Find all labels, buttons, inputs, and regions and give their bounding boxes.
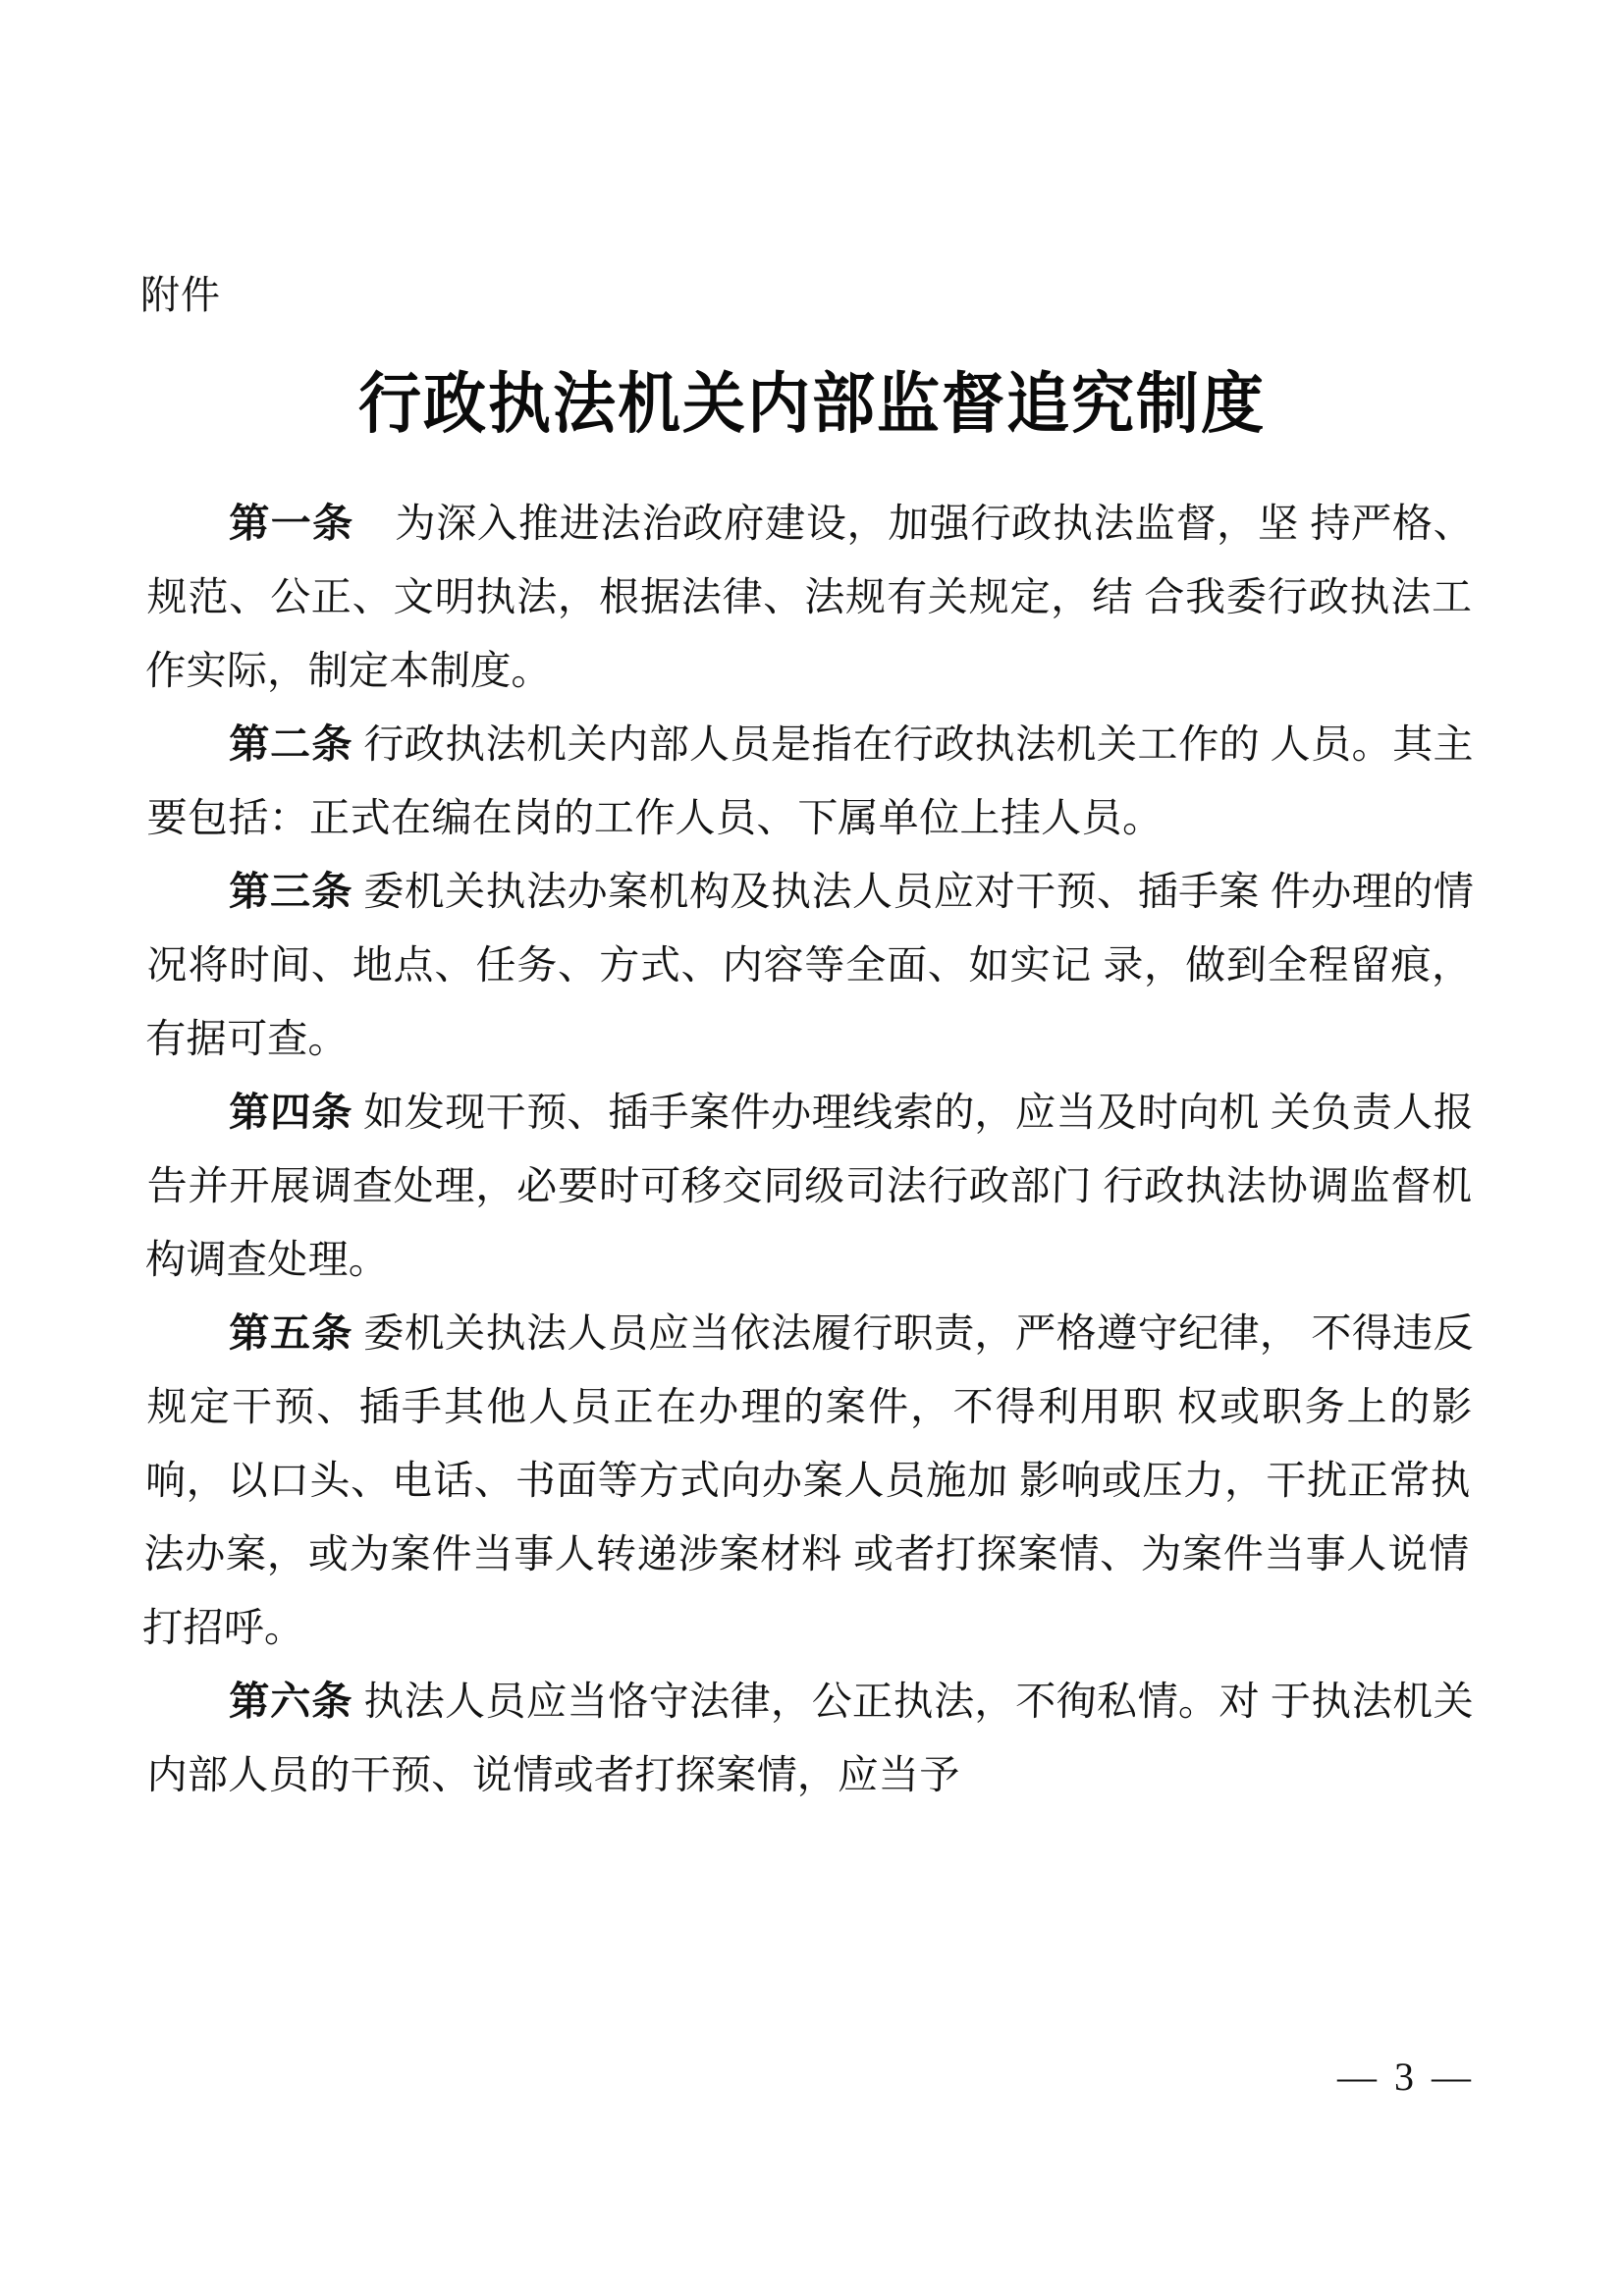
article-number: 第六条 — [228, 1679, 353, 1724]
attachment-label: 附件 — [140, 273, 221, 317]
article-number: 第一条 — [228, 501, 355, 546]
page-number: — 3 — — [1337, 2055, 1475, 2099]
article-text: 委机关执法办案机构及执法人员应对干预、插手案 件办理的情况将时间、地点、任务、方式、内容等全面、如实记 录，做到全程留痕，有据可查。 — [144, 869, 1475, 1061]
article-text: 委机关执法人员应当依法履行职责，严格遵守纪律， 不得违反规定干预、插手其他人员正在办理的案件，不得利用职 权或职务上的影响，以口头、电话、书面等方式向办案人员施加 影响或压力，干扰正常执法办案，或为案件当事人转递涉案材料 或者打探案情、为案件当事人说情打招呼。 — [141, 1310, 1475, 1650]
article-text: 执法人员应当恪守法律，公正执法，不徇私情。对 于执法机关内部人员的干预、说情或者打探案情，应当予 — [146, 1679, 1475, 1797]
article-paragraph — [144, 1076, 1475, 1297]
article-text: 如发现干预、插手案件办理线索的，应当及时向机 关负责人报告并开展调查处理，必要时可移交同级司法行政部门 行政执法协调监督机构调查处理。 — [144, 1090, 1475, 1282]
article-number: 第五条 — [228, 1310, 353, 1356]
article-text: 行政执法机关内部人员是指在行政执法机关工作的 人员。其主要包括：正式在编在岗的工作人员、下属单位上挂人员。 — [146, 721, 1475, 840]
article-paragraph — [141, 1297, 1475, 1665]
document-body — [141, 487, 1475, 1812]
article-text: 为深入推进法治政府建设，加强行政执法监督，坚 持严格、规范、公正、文明执法，根据法律、法规有关规定，结 合我委行政执法工作实际，制定本制度。 — [144, 501, 1475, 693]
article-number: 第二条 — [228, 721, 353, 767]
article-paragraph — [144, 855, 1475, 1076]
article-number: 第四条 — [228, 1090, 353, 1135]
article-paragraph — [144, 487, 1475, 708]
page-title: 行政执法机关内部监督追究制度 — [358, 365, 1266, 444]
article-paragraph — [146, 1665, 1475, 1812]
article-paragraph — [146, 708, 1475, 855]
article-number: 第三条 — [228, 869, 353, 914]
